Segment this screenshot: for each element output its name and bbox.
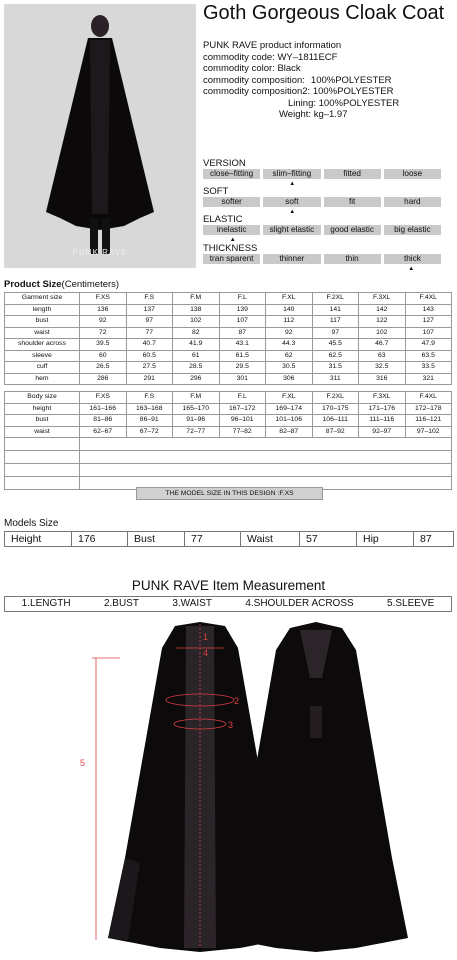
table-cell: bust bbox=[5, 415, 80, 427]
table-cell: 43.1 bbox=[219, 339, 266, 351]
table-row bbox=[5, 362, 452, 374]
empty-cell bbox=[5, 464, 80, 477]
table-cell: 97–102 bbox=[405, 426, 452, 438]
table-cell: sleeve bbox=[5, 350, 80, 362]
scale-heading: SOFT bbox=[203, 186, 229, 197]
table-cell: 67–72 bbox=[126, 426, 173, 438]
empty-cell bbox=[126, 438, 173, 451]
table-cell: height bbox=[5, 403, 80, 415]
table-cell: 44.3 bbox=[266, 339, 313, 351]
measure-item: 5.SLEEVE bbox=[387, 598, 435, 609]
table-cell: 101–106 bbox=[266, 415, 313, 427]
product-size-title bbox=[4, 279, 119, 290]
lining-value: 100%POLYESTER bbox=[318, 97, 400, 109]
table-header-row bbox=[5, 392, 452, 404]
table-cell: waist bbox=[5, 426, 80, 438]
empty-cell bbox=[126, 464, 173, 477]
body-size-table bbox=[4, 391, 452, 490]
selected-indicator-icon: ▲ bbox=[408, 266, 415, 272]
empty-cell bbox=[173, 438, 220, 451]
table-row bbox=[5, 316, 452, 328]
scale-option: loose bbox=[384, 169, 441, 179]
table-cell: 87–92 bbox=[312, 426, 359, 438]
scale-option: good elastic bbox=[324, 225, 381, 235]
table-row bbox=[5, 339, 452, 351]
table-cell: 141 bbox=[312, 304, 359, 316]
product-photo bbox=[4, 4, 196, 268]
empty-cell bbox=[80, 438, 127, 451]
table-cell: 27.5 bbox=[126, 362, 173, 374]
table-cell: 33.5 bbox=[405, 362, 452, 374]
marker-bust: 2 bbox=[234, 696, 240, 706]
empty-cell bbox=[359, 451, 406, 464]
header-cell: F.XS bbox=[80, 293, 127, 305]
table-cell: 87 bbox=[219, 327, 266, 339]
table-cell: 138 bbox=[173, 304, 220, 316]
table-cell: 102 bbox=[359, 327, 406, 339]
header-cell: F.L bbox=[219, 293, 266, 305]
table-row bbox=[5, 350, 452, 362]
scale-option: fitted bbox=[324, 169, 381, 179]
header-cell: F.M bbox=[173, 392, 220, 404]
scale-option: thin bbox=[324, 254, 381, 264]
table-cell: 72 bbox=[80, 327, 127, 339]
table-cell: 60 bbox=[80, 350, 127, 362]
empty-cell bbox=[219, 438, 266, 451]
table-cell: 161–166 bbox=[80, 403, 127, 415]
brand-watermark: PUNK RAVE bbox=[72, 248, 128, 257]
table-cell: shoulder across bbox=[5, 339, 80, 351]
measurement-title: PUNK RAVE Item Measurement bbox=[131, 578, 326, 593]
info-heading: PUNK RAVE product information bbox=[203, 40, 342, 51]
header-cell: F.XS bbox=[80, 392, 127, 404]
composition2-label: commodity composition2: bbox=[203, 86, 311, 97]
marker-shoulder: 4 bbox=[203, 648, 209, 658]
table-cell: 72–77 bbox=[173, 426, 220, 438]
table-cell: 165–170 bbox=[173, 403, 220, 415]
models-size-row bbox=[4, 531, 454, 547]
table-cell: 39.5 bbox=[80, 339, 127, 351]
product-size-bold: Product Size bbox=[4, 279, 62, 290]
scale-option: thick bbox=[384, 254, 441, 264]
scale-elastic bbox=[203, 214, 441, 243]
table-cell: 111–116 bbox=[359, 415, 406, 427]
scale-option: slight elastic bbox=[263, 225, 320, 235]
product-info bbox=[203, 40, 399, 121]
table-cell: hem bbox=[5, 373, 80, 385]
table-row bbox=[5, 373, 452, 385]
table-cell: bust bbox=[5, 316, 80, 328]
empty-cell bbox=[173, 451, 220, 464]
model-bust-label: Bust bbox=[128, 532, 185, 546]
table-cell: 163–168 bbox=[126, 403, 173, 415]
scale-option: slim–fitting bbox=[263, 169, 320, 179]
table-cell: length bbox=[5, 304, 80, 316]
model-size-note: THE MODEL SIZE IN THIS DESIGN :F.XS bbox=[136, 487, 323, 500]
empty-cell bbox=[5, 451, 80, 464]
model-silhouette bbox=[4, 4, 196, 268]
table-row bbox=[5, 415, 452, 427]
scale-option: thinner bbox=[263, 254, 320, 264]
empty-cell bbox=[266, 438, 313, 451]
table-cell: 63.5 bbox=[405, 350, 452, 362]
model-bust-value: 77 bbox=[185, 532, 241, 546]
table-row bbox=[5, 304, 452, 316]
table-cell: 321 bbox=[405, 373, 452, 385]
scale-heading: ELASTIC bbox=[203, 214, 243, 225]
composition-label: commodity composition: bbox=[203, 74, 305, 86]
scale-version bbox=[203, 158, 441, 187]
header-cell: Garment size bbox=[5, 293, 80, 305]
marker-length: 1 bbox=[203, 632, 209, 642]
table-cell: 306 bbox=[266, 373, 313, 385]
table-cell: cuff bbox=[5, 362, 80, 374]
table-cell: 77 bbox=[126, 327, 173, 339]
table-cell: 62 bbox=[266, 350, 313, 362]
empty-cell bbox=[359, 464, 406, 477]
table-row bbox=[5, 426, 452, 438]
table-cell: 92 bbox=[266, 327, 313, 339]
empty-row bbox=[5, 438, 452, 451]
table-cell: 31.5 bbox=[312, 362, 359, 374]
table-cell: 77–82 bbox=[219, 426, 266, 438]
empty-cell bbox=[359, 438, 406, 451]
table-cell: 28.5 bbox=[173, 362, 220, 374]
table-cell: 291 bbox=[126, 373, 173, 385]
weight-value: kg–1.97 bbox=[313, 109, 348, 120]
empty-cell bbox=[359, 477, 406, 490]
header-cell: F.4XL bbox=[405, 293, 452, 305]
empty-cell bbox=[405, 438, 452, 451]
empty-cell bbox=[405, 464, 452, 477]
product-title: Goth Gorgeous Cloak Coat bbox=[203, 2, 445, 24]
table-cell: 45.5 bbox=[312, 339, 359, 351]
table-cell: 29.5 bbox=[219, 362, 266, 374]
scale-option: tran sparent bbox=[203, 254, 260, 264]
empty-cell bbox=[219, 451, 266, 464]
header-cell: F.S bbox=[126, 392, 173, 404]
table-cell: 41.9 bbox=[173, 339, 220, 351]
marker-waist: 3 bbox=[228, 720, 234, 730]
measure-item: 1.LENGTH bbox=[21, 598, 71, 609]
measure-item: 2.BUST bbox=[103, 598, 139, 609]
table-cell: 32.5 bbox=[359, 362, 406, 374]
empty-cell bbox=[80, 477, 127, 490]
empty-cell bbox=[5, 477, 80, 490]
product-size-units: (Centimeters) bbox=[61, 279, 120, 290]
table-cell: 137 bbox=[126, 304, 173, 316]
scale-option: soft bbox=[263, 197, 320, 207]
table-cell: 26.5 bbox=[80, 362, 127, 374]
scale-option: inelastic bbox=[203, 225, 260, 235]
model-height-label: Height bbox=[5, 532, 72, 546]
weight-label: Weight: bbox=[279, 109, 312, 120]
table-cell: waist bbox=[5, 327, 80, 339]
table-cell: 82–87 bbox=[266, 426, 313, 438]
table-cell: 122 bbox=[359, 316, 406, 328]
empty-cell bbox=[126, 451, 173, 464]
table-cell: 301 bbox=[219, 373, 266, 385]
scale-option: hard bbox=[384, 197, 441, 207]
models-size-title: Models Size bbox=[4, 518, 59, 529]
table-cell: 117 bbox=[312, 316, 359, 328]
table-cell: 97 bbox=[312, 327, 359, 339]
table-cell: 91–96 bbox=[173, 415, 220, 427]
empty-cell bbox=[405, 451, 452, 464]
header-cell: F.XL bbox=[266, 392, 313, 404]
measure-item: 3.WAIST bbox=[172, 598, 212, 609]
table-row bbox=[5, 403, 452, 415]
table-cell: 61 bbox=[173, 350, 220, 362]
table-cell: 296 bbox=[173, 373, 220, 385]
scale-option: close–fitting bbox=[203, 169, 260, 179]
empty-cell bbox=[80, 464, 127, 477]
table-cell: 142 bbox=[359, 304, 406, 316]
table-header-row bbox=[5, 293, 452, 305]
table-cell: 62.5 bbox=[312, 350, 359, 362]
empty-cell bbox=[312, 464, 359, 477]
empty-cell bbox=[312, 438, 359, 451]
scale-option: fit bbox=[324, 197, 381, 207]
selected-indicator-icon: ▲ bbox=[229, 237, 236, 243]
empty-cell bbox=[5, 438, 80, 451]
table-cell: 127 bbox=[405, 316, 452, 328]
table-cell: 47.9 bbox=[405, 339, 452, 351]
header-cell: Body size bbox=[5, 392, 80, 404]
model-hip-value: 87 bbox=[420, 533, 432, 545]
model-height-value: 176 bbox=[72, 532, 128, 546]
selected-indicator-icon: ▲ bbox=[289, 209, 296, 215]
table-cell: 82 bbox=[173, 327, 220, 339]
empty-cell bbox=[405, 477, 452, 490]
table-cell: 92–97 bbox=[359, 426, 406, 438]
table-cell: 102 bbox=[173, 316, 220, 328]
table-cell: 107 bbox=[219, 316, 266, 328]
scale-heading: THICKNESS bbox=[203, 243, 258, 254]
scale-heading: VERSION bbox=[203, 158, 246, 169]
header-cell: F.S bbox=[126, 293, 173, 305]
header-cell: F.3XL bbox=[359, 392, 406, 404]
header-cell: F.2XL bbox=[312, 392, 359, 404]
table-cell: 62–67 bbox=[80, 426, 127, 438]
table-cell: 140 bbox=[266, 304, 313, 316]
empty-cell bbox=[266, 464, 313, 477]
model-hip-label: Hip bbox=[357, 532, 414, 546]
composition2-value: 100%POLYESTER bbox=[312, 86, 394, 97]
table-cell: 169–174 bbox=[266, 403, 313, 415]
header-cell: F.2XL bbox=[312, 293, 359, 305]
selected-indicator-icon: ▲ bbox=[289, 181, 296, 187]
table-cell: 106–111 bbox=[312, 415, 359, 427]
measurement-legend bbox=[4, 596, 452, 612]
model-waist-value: 57 bbox=[300, 532, 357, 546]
scale-thickness bbox=[203, 243, 441, 272]
table-row bbox=[5, 327, 452, 339]
table-cell: 46.7 bbox=[359, 339, 406, 351]
table-cell: 112 bbox=[266, 316, 313, 328]
lining-label: Lining: bbox=[288, 97, 316, 109]
table-cell: 311 bbox=[312, 373, 359, 385]
code-value: WY–1811ECF bbox=[277, 51, 338, 63]
color-label: commodity color: bbox=[203, 63, 275, 74]
table-cell: 136 bbox=[80, 304, 127, 316]
table-cell: 171–176 bbox=[359, 403, 406, 415]
table-cell: 86–91 bbox=[126, 415, 173, 427]
color-value: Black bbox=[277, 63, 301, 74]
model-waist-label: Waist bbox=[241, 532, 300, 546]
table-cell: 30.5 bbox=[266, 362, 313, 374]
table-cell: 172–178 bbox=[405, 403, 452, 415]
scale-soft bbox=[203, 186, 441, 215]
header-cell: F.L bbox=[219, 392, 266, 404]
empty-row bbox=[5, 464, 452, 477]
empty-cell bbox=[219, 464, 266, 477]
empty-cell bbox=[266, 451, 313, 464]
composition-value: 100%POLYESTER bbox=[310, 74, 392, 86]
table-cell: 316 bbox=[359, 373, 406, 385]
table-cell: 97 bbox=[126, 316, 173, 328]
table-cell: 170–175 bbox=[312, 403, 359, 415]
table-cell: 139 bbox=[219, 304, 266, 316]
coat-diagrams bbox=[0, 618, 457, 958]
table-cell: 63 bbox=[359, 350, 406, 362]
code-label: commodity code: bbox=[203, 51, 275, 63]
table-cell: 107 bbox=[405, 327, 452, 339]
header-cell: F.XL bbox=[266, 293, 313, 305]
product-size-table bbox=[4, 292, 452, 385]
table-cell: 96–101 bbox=[219, 415, 266, 427]
empty-cell bbox=[173, 464, 220, 477]
empty-cell bbox=[80, 451, 127, 464]
table-cell: 40.7 bbox=[126, 339, 173, 351]
header-cell: F.3XL bbox=[359, 293, 406, 305]
table-cell: 60.5 bbox=[126, 350, 173, 362]
table-cell: 167–172 bbox=[219, 403, 266, 415]
table-cell: 143 bbox=[405, 304, 452, 316]
marker-sleeve: 5 bbox=[80, 758, 86, 768]
measure-item: 4.SHOULDER ACROSS bbox=[245, 598, 354, 609]
empty-row bbox=[5, 451, 452, 464]
header-cell: F.4XL bbox=[405, 392, 452, 404]
header-cell: F.M bbox=[173, 293, 220, 305]
empty-cell bbox=[312, 451, 359, 464]
scale-option: big elastic bbox=[384, 225, 441, 235]
table-cell: 286 bbox=[80, 373, 127, 385]
table-cell: 92 bbox=[80, 316, 127, 328]
table-cell: 81–86 bbox=[80, 415, 127, 427]
scale-option: softer bbox=[203, 197, 260, 207]
table-cell: 61.5 bbox=[219, 350, 266, 362]
table-cell: 116–121 bbox=[405, 415, 452, 427]
